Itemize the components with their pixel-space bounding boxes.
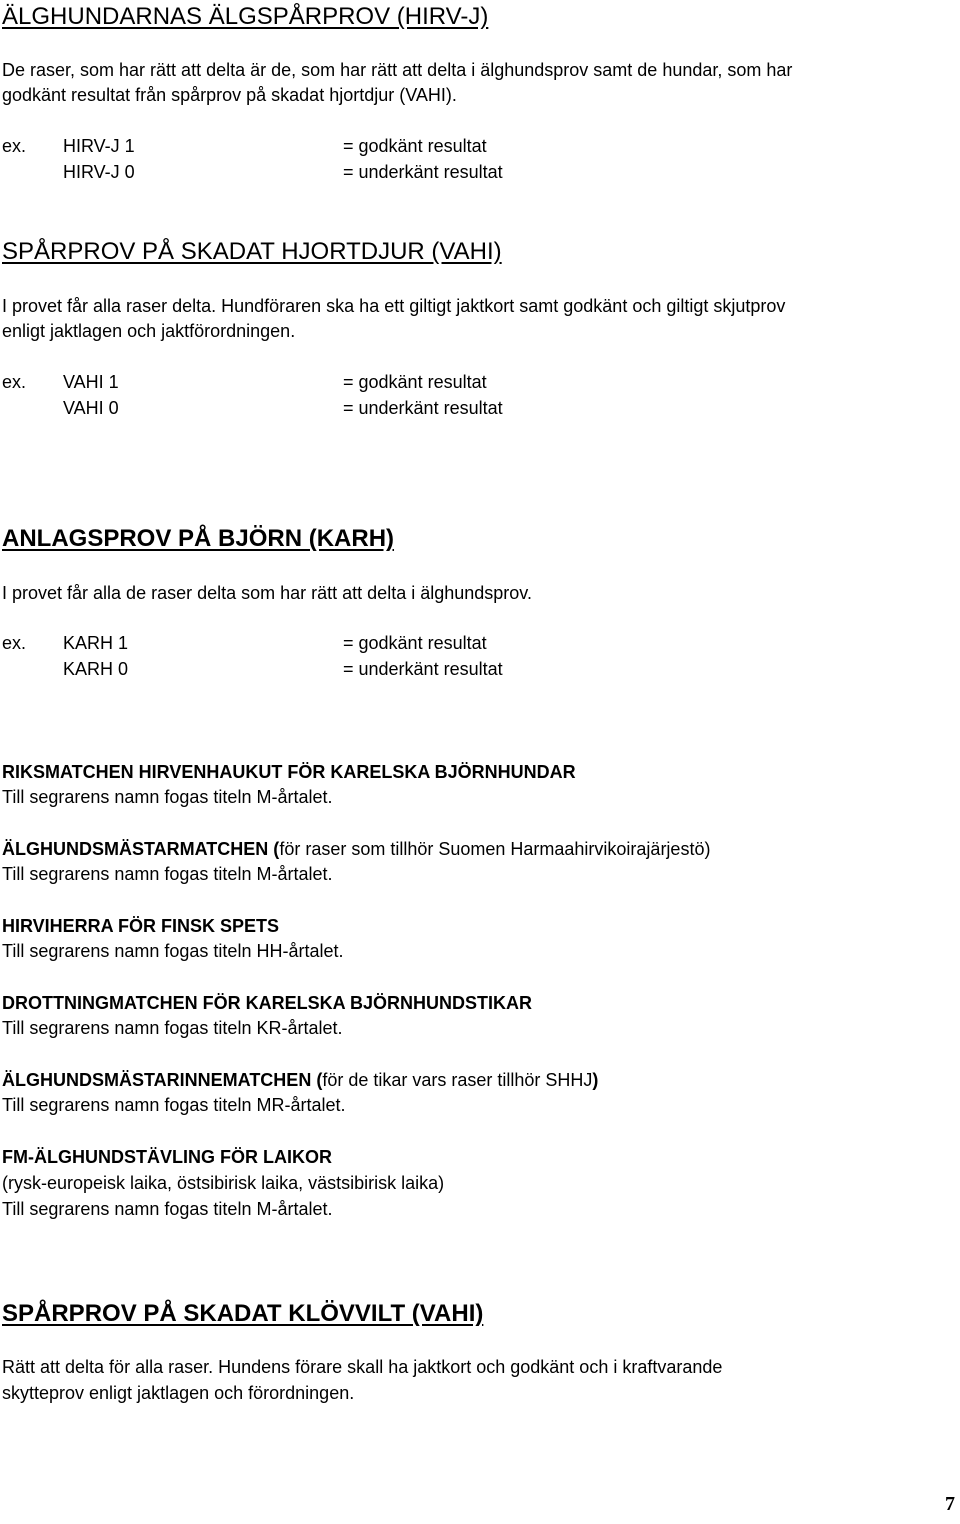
- match-title-line: [2, 1070, 598, 1091]
- paragraph-klov-line2: skytteprov enligt jaktlagen och förordningen.: [2, 1383, 355, 1403]
- result-meaning: = godkänt resultat: [343, 633, 487, 653]
- result-code: HIRV-J 1: [63, 136, 135, 156]
- section-title-karh: ANLAGSPROV PÅ BJÖRN (KARH): [2, 525, 395, 552]
- match-title: ÄLGHUNDSMÄSTARINNEMATCHEN (: [2, 1070, 323, 1090]
- match-note: för de tikar vars raser tillhör SHHJ: [322, 1070, 593, 1090]
- paragraph-vahi-line2: enligt jaktlagen och jaktförordningen.: [2, 321, 296, 341]
- paragraph-hirv-line2: godkänt resultat från spårprov på skadat hjortdjur (VAHI).: [2, 85, 457, 105]
- page-number: 7: [945, 1493, 955, 1515]
- example-label: ex.: [2, 372, 27, 392]
- paragraph-vahi-line1: I provet får alla raser delta. Hundföraren ska ha ett giltigt jaktkort samt godkänt och giltigt skjutprov: [2, 296, 786, 316]
- section-title-klovvilt: SPÅRPROV PÅ SKADAT KLÖVVILT (VAHI): [2, 1300, 484, 1327]
- result-meaning: = underkänt resultat: [343, 162, 503, 182]
- result-code: KARH 1: [63, 633, 129, 653]
- result-meaning: = underkänt resultat: [343, 659, 503, 679]
- paragraph-klov-line1: Rätt att delta för alla raser. Hundens förare skall ha jaktkort och godkänt och i kraftvarande: [2, 1357, 723, 1377]
- match-title-note: Till segrarens namn fogas titeln HH-årtalet.: [2, 941, 344, 961]
- match-title: ÄLGHUNDSMÄSTARMATCHEN (: [2, 839, 280, 859]
- match-title-note: Till segrarens namn fogas titeln KR-årtalet.: [2, 1018, 343, 1038]
- match-extra: (rysk-europeisk laika, östsibirisk laika, västsibirisk laika): [2, 1173, 445, 1193]
- match-title-note: Till segrarens namn fogas titeln M-årtalet.: [2, 864, 333, 884]
- result-meaning: = godkänt resultat: [343, 372, 487, 392]
- paragraph-karh: I provet får alla de raser delta som har rätt att delta i älghundsprov.: [2, 583, 532, 603]
- match-title-note: Till segrarens namn fogas titeln M-årtalet.: [2, 1199, 333, 1219]
- result-code: VAHI 1: [63, 372, 119, 392]
- example-label: ex.: [2, 633, 27, 653]
- match-note-end: ): [592, 1070, 599, 1090]
- match-title-note: Till segrarens namn fogas titeln MR-årtalet.: [2, 1095, 346, 1115]
- match-title-note: Till segrarens namn fogas titeln M-årtalet.: [2, 787, 333, 807]
- section-title-hirv: ÄLGHUNDARNAS ÄLGSPÅRPROV (HIRV-J): [2, 3, 489, 30]
- match-title: FM-ÄLGHUNDSTÄVLING FÖR LAIKOR: [2, 1147, 332, 1167]
- match-note: för raser som tillhör Suomen Harmaahirvikoirajärjestö): [279, 839, 711, 859]
- match-title: RIKSMATCHEN HIRVENHAUKUT FÖR KARELSKA BJÖRNHUNDAR: [2, 762, 576, 782]
- match-title: DROTTNINGMATCHEN FÖR KARELSKA BJÖRNHUNDSTIKAR: [2, 993, 532, 1013]
- result-meaning: = underkänt resultat: [343, 398, 503, 418]
- result-code: HIRV-J 0: [63, 162, 135, 182]
- paragraph-hirv-line1: De raser, som har rätt att delta är de, som har rätt att delta i älghundsprov samt de hundar, som har: [2, 60, 793, 80]
- result-code: KARH 0: [63, 659, 129, 679]
- example-label: ex.: [2, 136, 27, 156]
- result-meaning: = godkänt resultat: [343, 136, 487, 156]
- section-title-vahi: SPÅRPROV PÅ SKADAT HJORTDJUR (VAHI): [2, 238, 502, 265]
- match-title: HIRVIHERRA FÖR FINSK SPETS: [2, 916, 280, 936]
- result-code: VAHI 0: [63, 398, 119, 418]
- match-title-line: [2, 839, 710, 860]
